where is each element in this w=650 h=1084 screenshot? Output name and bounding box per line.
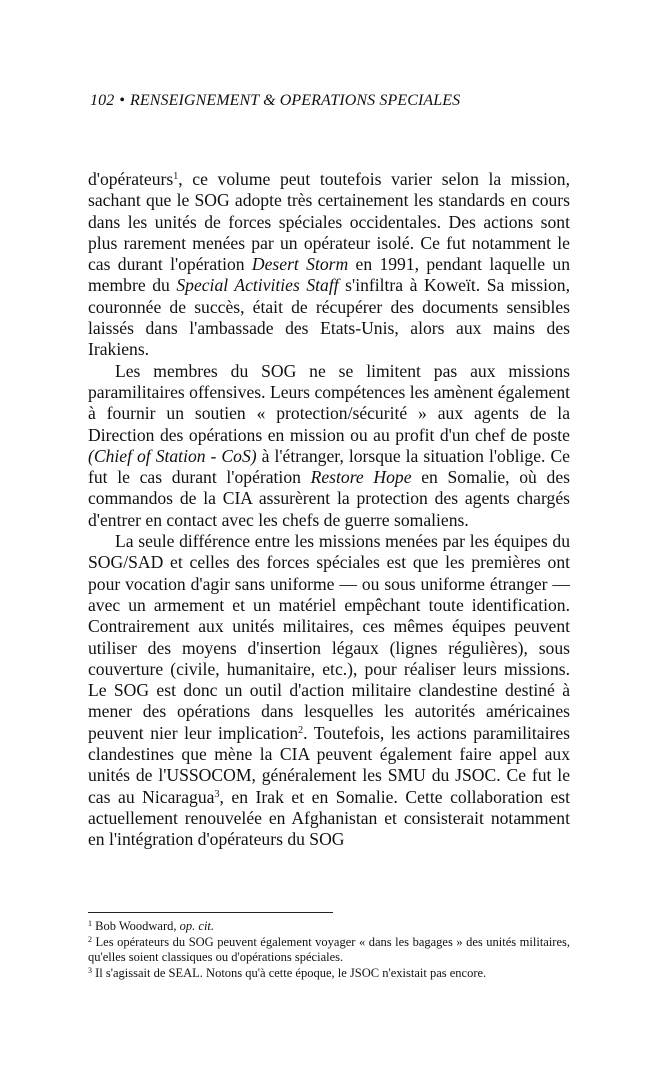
- footnote-1-number: 1: [88, 919, 92, 928]
- footnote-3: [88, 966, 570, 982]
- paragraph-1-italic-2: Special Activities Staff: [176, 275, 339, 296]
- footnote-ref-1: 1: [173, 171, 179, 182]
- paragraph-2-text-b: à l'étranger, lorsque la situation l'oblige. Ce fut le cas durant l'opération: [88, 445, 570, 488]
- footnote-1-italic: op. cit.: [179, 919, 215, 933]
- paragraph-1-text-a: d'opérateurs: [88, 169, 174, 189]
- footnote-3-number: 3: [88, 965, 92, 975]
- footnote-1-text: Bob Woodward,: [95, 919, 180, 933]
- running-title: RENSEIGNEMENT & OPERATIONS SPECIALES: [130, 92, 461, 109]
- paragraph-2-italic-2: Restore Hope: [310, 467, 412, 488]
- paragraph-2-text-a: Les membres du SOG ne se limitent pas aux missions paramilitaires offensives. Leurs compétences les amènent également à fournir un soutien « protection/sécurité » aux agents de la Direction des opérations en mission ou au profit d'un chef de poste: [88, 360, 570, 445]
- footnote-1: [88, 919, 570, 935]
- paragraph-1-italic-1: Desert Storm: [251, 254, 349, 275]
- footnote-2-text: Les opérateurs du SOG peuvent également voyager « dans les bagages » des unités militaires, qu'elles soient classiques ou d'opérations spéciales.: [88, 934, 571, 964]
- paragraph-1-text-c: en 1991, pendant laquelle un membre du: [88, 254, 571, 296]
- footnote-2: [88, 935, 570, 966]
- paragraph-1-text-b: , ce volume peut toutefois varier selon la mission, sachant que le SOG adopte très certainement les standards en cours dans les unités de forces spéciales occidentales. Des actions sont plus rarement menées par un opérateur isolé. Ce fut notamment le cas durant l'opération: [88, 169, 570, 275]
- footnote-3-text: Il s'agissait de SEAL. Notons qu'à cette époque, le JSOC n'existait pas encore.: [95, 965, 487, 980]
- paragraph-3-text-c: , en Irak et en Somalie. Cette collaboration est actuellement renouvelée en Afghanistan et consisterait notamment en l'intégration d'opérateurs du SOG: [88, 786, 571, 850]
- paragraph-3-text-b: . Toutefois, les actions paramilitaires clandestines que mène la CIA peuvent également faire appel aux unités de l'USSOCOM, généralement les SMU du JSOC. Ce fut le cas au Nicaragua: [88, 722, 571, 807]
- paragraph-2: [88, 361, 570, 531]
- body-text: [88, 169, 570, 851]
- footnote-divider: [88, 912, 333, 913]
- page-number: 102: [90, 92, 115, 109]
- paragraph-1: [88, 169, 570, 361]
- paragraph-2-text-c: en Somalie, où des commandos de la CIA assurèrent la protection des agents chargés d'entrer en contact avec les chefs de guerre somaliens.: [88, 467, 570, 530]
- running-header: [90, 92, 460, 110]
- footnotes: [88, 919, 570, 981]
- paragraph-3: [88, 531, 570, 850]
- paragraph-2-italic-1: (Chief of Station - CoS): [88, 445, 257, 466]
- footnote-2-number: 2: [88, 934, 92, 944]
- paragraph-3-text-a: La seule différence entre les missions menées par les équipes du SOG/SAD et celles des forces spéciales est que les premières ont pour vocation d'agir sans uniforme — ou sous uniforme étranger — avec un armement et un matériel empêchant toute identification. Contrairement aux unités militaires, ces mêmes équipes peuvent utiliser des moyens d'insertion légaux (lignes régulières), sous couverture (civile, humanitaire, etc.), pour réaliser leurs missions. Le SOG est donc un outil d'action militaire clandestine destiné à mener des opérations dans lesquelles les autorités américaines peuvent nier leur implication: [88, 531, 570, 743]
- footnote-ref-2: 2: [298, 724, 304, 736]
- paragraph-1-text-d: s'infiltra à Koweït. Sa mission, couronnée de succès, était de récupérer des documents sensibles laissés dans l'ambassade des Etats-Unis, alors aux mains des Irakiens.: [88, 275, 570, 360]
- header-separator: •: [119, 92, 126, 109]
- footnote-ref-3: 3: [214, 788, 220, 800]
